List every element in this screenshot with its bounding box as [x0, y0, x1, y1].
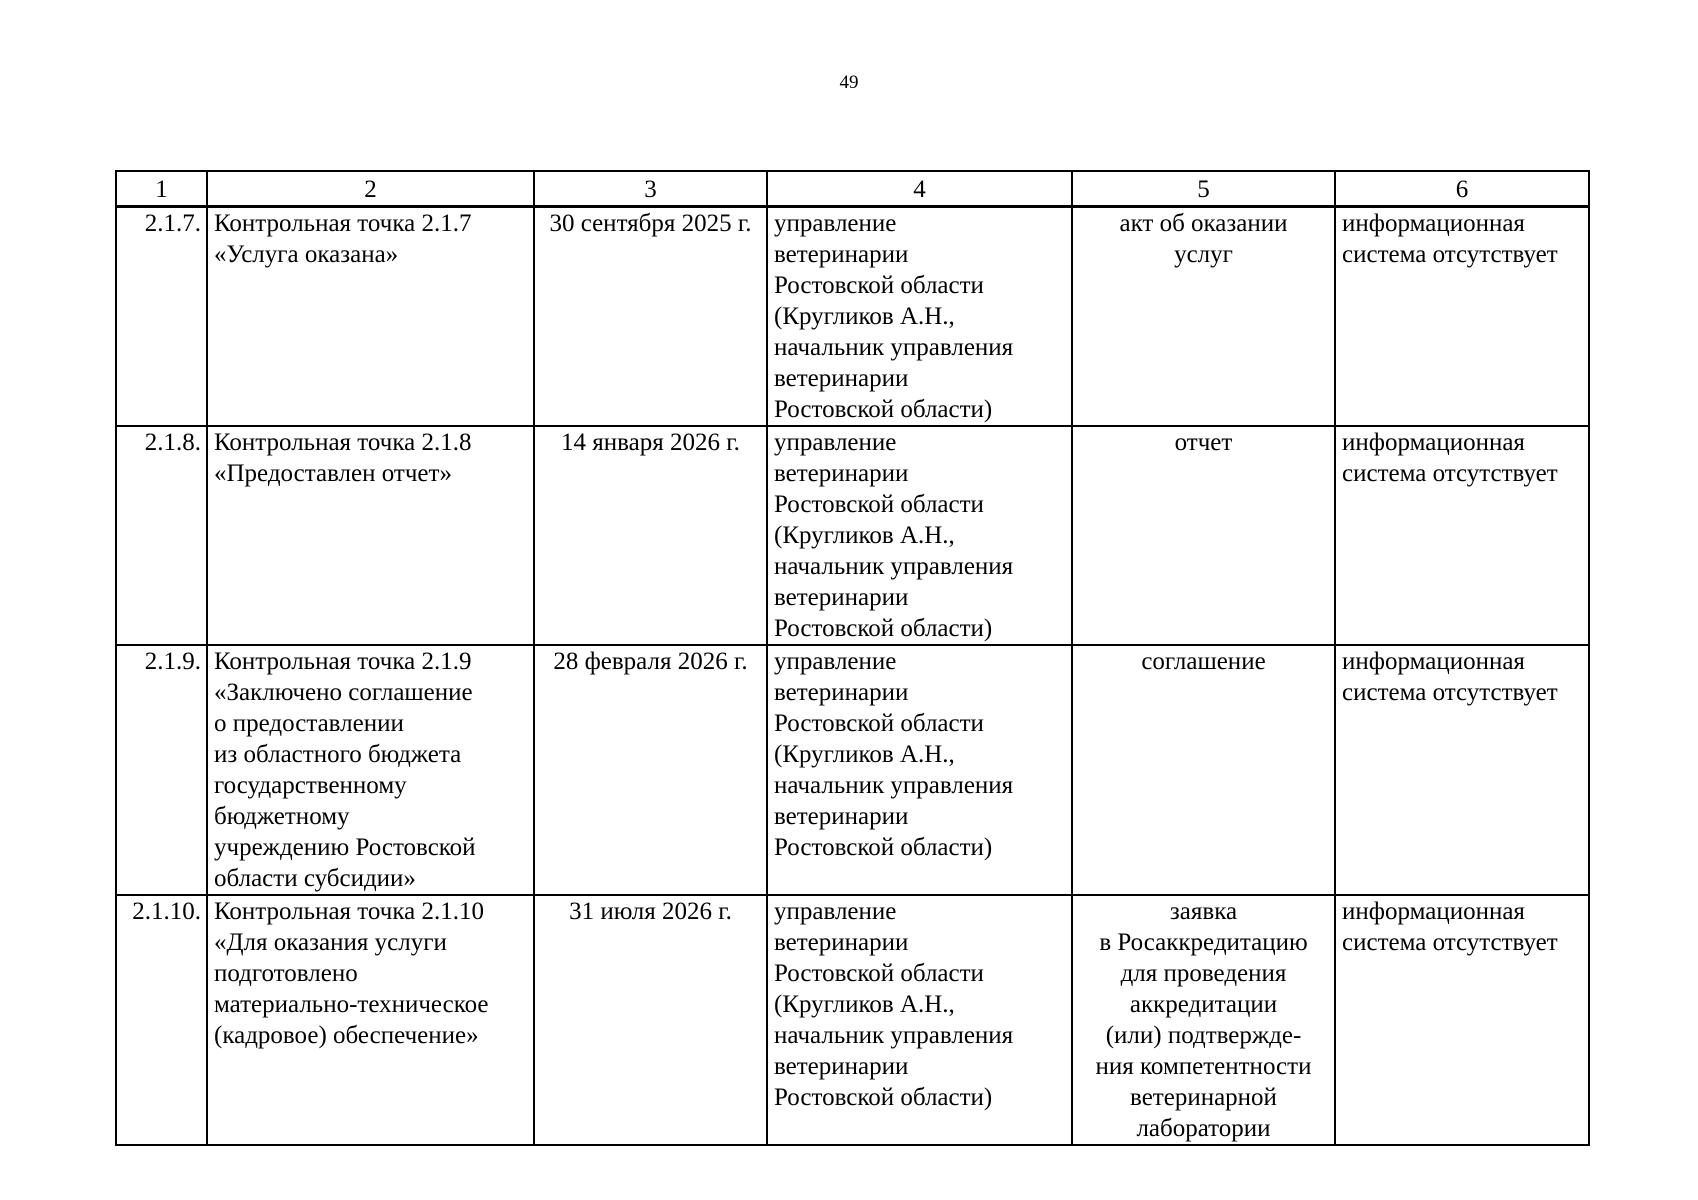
deadline-date: 14 января 2026 г.: [534, 426, 767, 645]
control-points-table: [115, 170, 1590, 1146]
responsible-executor: управление ветеринарии Ростовской области (Кругликов А.Н., начальник управления ветеринарии Ростовской области): [767, 426, 1072, 645]
table-row: [116, 895, 1589, 1145]
table-header-row: [116, 171, 1589, 207]
deadline-date: 28 февраля 2026 г.: [534, 645, 767, 895]
control-point-name: Контрольная точка 2.1.10 «Для оказания услуги подготовлено материально-техническое (кадровое) обеспечение»: [207, 895, 534, 1145]
table-row: [116, 426, 1589, 645]
confirming-document: акт об оказании услуг: [1072, 207, 1335, 427]
responsible-executor: управление ветеринарии Ростовской области (Кругликов А.Н., начальник управления ветеринарии Ростовской области): [767, 207, 1072, 427]
control-point-name: Контрольная точка 2.1.7 «Услуга оказана»: [207, 207, 534, 427]
confirming-document: заявка в Росаккредитацию для проведения аккредитации (или) подтвержде- ния компетентности ветеринарной лаборатории: [1072, 895, 1335, 1145]
page-number: 49: [839, 72, 859, 93]
responsible-executor: управление ветеринарии Ростовской области (Кругликов А.Н., начальник управления ветеринарии Ростовской области): [767, 645, 1072, 895]
information-system: информационная система отсутствует: [1335, 645, 1589, 895]
table-row: [116, 645, 1589, 895]
information-system: информационная система отсутствует: [1335, 895, 1589, 1145]
column-header: 6: [1335, 171, 1589, 207]
control-point-name: Контрольная точка 2.1.9 «Заключено соглашение о предоставлении из областного бюджета государственному бюджетному учреждению Ростовской области субсидии»: [207, 645, 534, 895]
row-number: 2.1.7.: [116, 207, 207, 427]
responsible-executor: управление ветеринарии Ростовской области (Кругликов А.Н., начальник управления ветеринарии Ростовской области): [767, 895, 1072, 1145]
column-header: 5: [1072, 171, 1335, 207]
deadline-date: 31 июля 2026 г.: [534, 895, 767, 1145]
information-system: информационная система отсутствует: [1335, 207, 1589, 427]
row-number: 2.1.10.: [116, 895, 207, 1145]
column-header: 3: [534, 171, 767, 207]
control-point-name: Контрольная точка 2.1.8 «Предоставлен отчет»: [207, 426, 534, 645]
table-row: [116, 207, 1589, 427]
row-number: 2.1.9.: [116, 645, 207, 895]
column-header: 1: [116, 171, 207, 207]
information-system: информационная система отсутствует: [1335, 426, 1589, 645]
deadline-date: 30 сентября 2025 г.: [534, 207, 767, 427]
confirming-document: соглашение: [1072, 645, 1335, 895]
column-header: 4: [767, 171, 1072, 207]
column-header: 2: [207, 171, 534, 207]
row-number: 2.1.8.: [116, 426, 207, 645]
confirming-document: отчет: [1072, 426, 1335, 645]
